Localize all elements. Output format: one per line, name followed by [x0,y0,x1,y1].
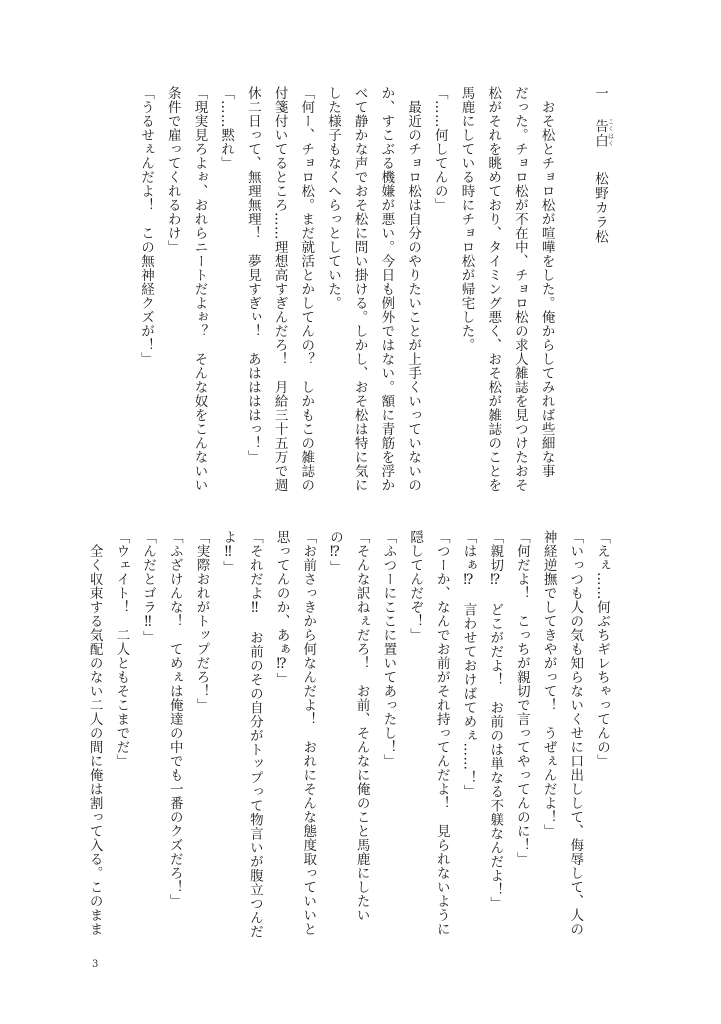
chapter-heading [586,86,613,506]
text-line: 「親切⁉ どこがだよ！ お前のは単なる不躾なんだよ！」 [487,530,504,911]
text-line: 「はぁ⁉ 言わせておけばてめぇ……！」 [460,530,477,799]
text-line: の⁉」 [326,530,343,575]
text-line: 「お前さっきから何なんだよ！ おれにそんな態度取っていいと [300,530,317,936]
text-line: 「んだとゴラ‼」 [140,530,157,645]
text-line: おそ松とチョロ松が喧嘩をした。俺からしてみれば些細な事 [538,86,555,478]
blank-line [560,86,587,506]
text-line: 松がそれを眺めており、タイミング悪く、おそ松が雑誌のことを [485,86,502,492]
text-line: 「それだよ‼ お前のその自分がトップって物言いが腹立つんだ [246,530,263,939]
text-line: 「うるせぇんだよ！ この無神経クズが！」 [138,86,155,366]
text-line: 「……何してんの」 [431,86,448,212]
text-line: 神経逆撫でしてきやがって！ うぜぇんだよ！」 [540,530,557,838]
text-line: 「そんな訳ねぇだろ！ お前、そんなに俺のこと馬鹿にしたい [353,530,370,922]
text-line: 思ってんのか、あぁ⁉」 [273,530,290,687]
text-line: 馬鹿にしている時にチョロ松が帰宅した。 [458,86,475,352]
text-line: 「ふつーにここに置いてあったし！」 [380,530,397,768]
text-line: 「何ー、チョロ松。まだ就活とかしてんの？ しかもこの雑誌の [298,86,315,492]
text-line: 隠してんだぞ！」 [407,530,424,642]
text-line: 「……黙れ」 [218,86,235,170]
text-line: か、すこぶる機嫌が悪い。今日も例外ではない。額に青筋を浮か [378,86,395,492]
text-line: 「つーか、なんでお前がそれ持ってんだよ！ 見られないように [433,530,450,936]
text-line: 「ふざけんな！ てめぇは俺達の中でも一番のクズだろ！」 [166,530,183,908]
bottom-text-block [86,530,615,950]
text-line: べて静かな声でおそ松に問い掛ける。しかし、おそ松は特に気に [351,86,368,492]
text-line: 全く収束する気配のない二人の間に俺は割って入る。このまま [86,530,103,936]
text-line: だった。チョロ松が不在中、チョロ松の求人雑誌を見つけたおそ [511,86,528,492]
text-line: 「現実見ろよぉ、おれらニートだよぉ？ そんな奴をこんないい [191,86,208,492]
text-line: 最近のチョロ松は自分のやりたいことが上手くいっていないの [405,86,422,492]
text-line: した様子もなくへらっとしていた。 [324,86,341,310]
text-line: 付箋付いてるところ……理想高すぎんだろ！ 月給三十五万で週 [271,86,288,492]
text-line: 休二日って、無理無理！ 夢見すぎぃ！ あははははっ！」 [244,86,261,464]
chapter-title-ruby: こくはく [606,118,614,148]
chapter-number: 一 [592,86,608,101]
text-line: 「何だよ！ こっちが親切で言ってやってんのに！」 [513,530,530,866]
page-number: 3 [92,959,99,970]
chapter-author: 松野カラ松 [592,171,608,244]
chapter-title [592,118,614,148]
text-line: 「実際おれがトップだろ！」 [193,530,210,712]
text-line: 「えぇ……何ぶちギレちゃってんの」 [594,530,610,768]
chapter-title-text: 告白 [592,118,608,148]
top-text-block [131,86,613,506]
text-line: 「ウェイト！ 二人ともそこまでだ」 [113,530,130,768]
text-line: 条件で雇ってくれるわけ」 [164,86,181,254]
text-line: 「いっつも人の気も知らないくせに口出しして、侮辱して、人の [567,530,584,936]
text-line: よ‼」 [220,530,237,575]
